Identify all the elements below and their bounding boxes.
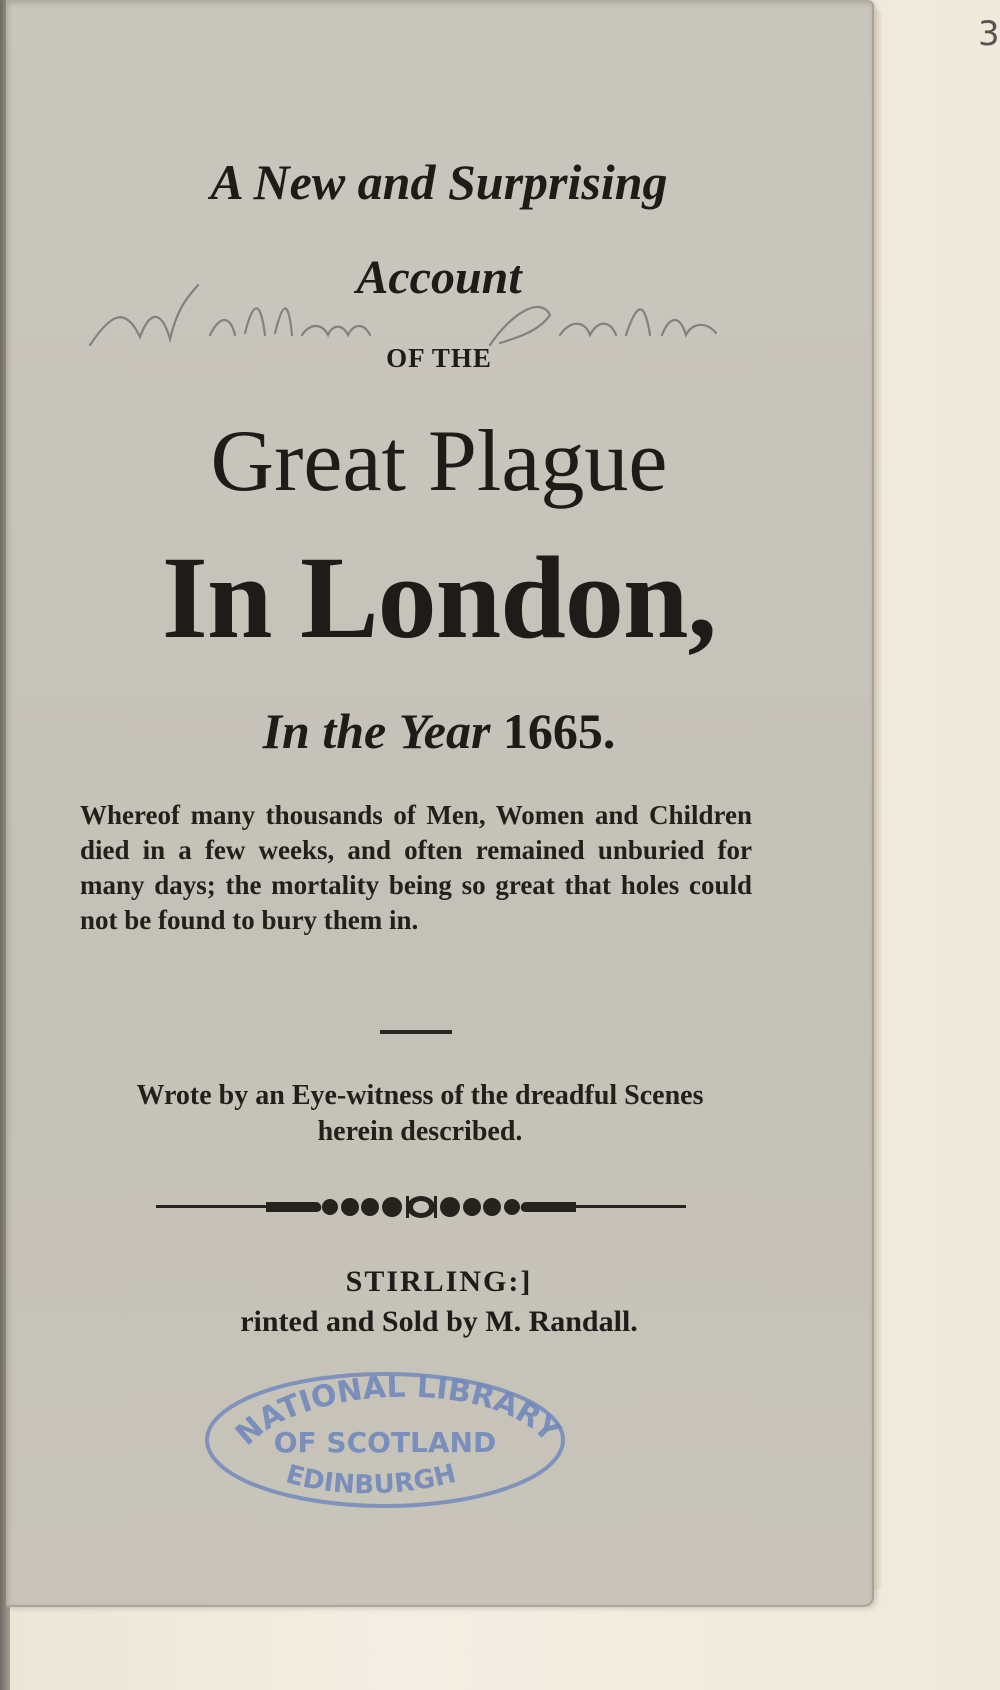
title-line-new-and-surprising: A New and Surprising (210, 154, 668, 210)
imprint-city: STIRLING:] (345, 1265, 533, 1298)
imprint-printer: rinted and Sold by M. Randall. (240, 1305, 638, 1338)
title-line-of-the: OF THE (386, 343, 492, 373)
year-line (6, 700, 872, 762)
description-paragraph: Whereof many thousands of Men, Women and Children died in a few weeks, and often remained unburied for many days; the mortality being so great that holes could not be found to bury them in. (80, 800, 752, 935)
author-note: Wrote by an Eye-witness of the dreadful Scenes herein described. (136, 1080, 704, 1147)
stamp-line-1: NATIONAL LIBRARY (229, 1369, 567, 1453)
short-rule-divider (380, 1030, 452, 1034)
stamp-line-2: OF SCOTLAND (273, 1426, 497, 1459)
title-line-account: Account (356, 251, 522, 304)
year-line-in-the: In the (262, 703, 387, 759)
year-line-year-word: Year (398, 703, 491, 759)
title-line-great-plague: Great Plague (210, 413, 668, 510)
year-line-year: 1665. (502, 703, 616, 759)
ornamental-rule (156, 1192, 686, 1222)
corner-folio-mark: 3 (978, 14, 1000, 54)
stamp-line-3: EDINBURGH (282, 1458, 460, 1501)
library-stamp (200, 1366, 570, 1514)
title-line-in-london: In London, (161, 532, 717, 663)
